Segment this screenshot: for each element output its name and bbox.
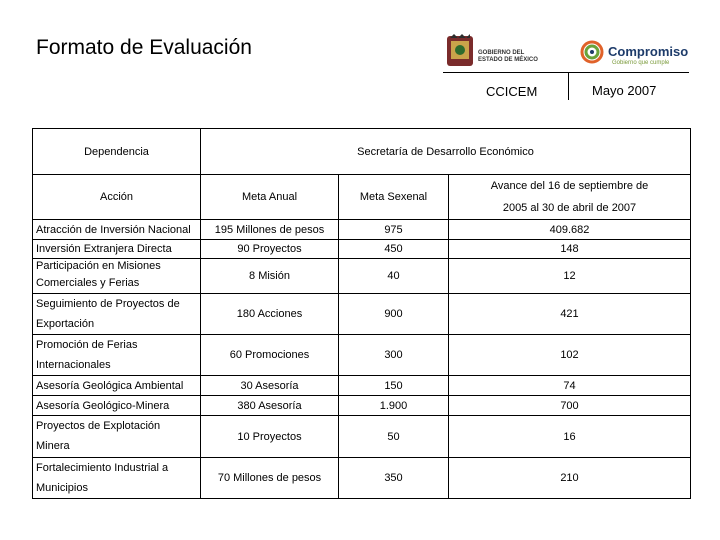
accion-cell: Atracción de Inversión Nacional [33,220,201,240]
accion-cell: Proyectos de Explotación Minera [33,416,201,458]
header-divider-vertical [568,72,569,100]
accion-cell: Promoción de Ferias Internacionales [33,335,201,376]
dependencia-value: Secretaría de Desarrollo Económico [201,129,691,175]
accion-cell: Participación en Misiones Comerciales y Ferias [33,259,201,294]
report-date: Mayo 2007 [592,83,657,98]
accion-cell: Fortalecimiento Industrial a Municipios [33,458,201,499]
accion-cell: Asesoría Geológica Ambiental [33,376,201,396]
meta-anual-cell: 60 Promociones [201,335,339,376]
meta-anual-cell: 30 Asesoría [201,376,339,396]
table-row [33,220,691,240]
dependencia-label: Dependencia [33,129,201,175]
table-row [33,259,691,294]
accion-cell: Asesoría Geológico-Minera [33,396,201,416]
avance-cell: 700 [449,396,691,416]
meta-sexenal-cell: 50 [339,416,449,458]
meta-anual-cell: 380 Asesoría [201,396,339,416]
meta-sexenal-cell: 350 [339,458,449,499]
avance-cell: 210 [449,458,691,499]
accion-cell: Inversión Extranjera Directa [33,240,201,259]
table-row [33,240,691,259]
meta-sexenal-cell: 1.900 [339,396,449,416]
meta-sexenal-cell: 900 [339,294,449,335]
avance-cell: 74 [449,376,691,396]
avance-cell: 102 [449,335,691,376]
col-meta-sexenal: Meta Sexenal [339,175,449,220]
meta-sexenal-cell: 450 [339,240,449,259]
meta-anual-cell: 8 Misión [201,259,339,294]
meta-anual-cell: 195 Millones de pesos [201,220,339,240]
meta-sexenal-cell: 40 [339,259,449,294]
table-row [33,458,691,499]
table-row [33,294,691,335]
dependencia-row [33,129,691,175]
table-row [33,335,691,376]
page-title: Formato de Evaluación [36,36,252,59]
accion-cell: Seguimiento de Proyectos de Exportación [33,294,201,335]
meta-sexenal-cell: 150 [339,376,449,396]
compromiso-logo-text: Compromiso [608,44,689,59]
meta-anual-cell: 70 Millones de pesos [201,458,339,499]
compromiso-slogan: Gobierno que cumple [612,60,670,66]
avance-cell: 148 [449,240,691,259]
header-divider [443,72,689,73]
avance-cell: 12 [449,259,691,294]
avance-cell: 421 [449,294,691,335]
table-row [33,416,691,458]
meta-sexenal-cell: 975 [339,220,449,240]
agency-label: CCICEM [486,84,538,99]
meta-anual-cell: 90 Proyectos [201,240,339,259]
col-avance: Avance del 16 de septiembre de 2005 al 30 de abril de 2007 [449,175,691,220]
col-accion: Acción [33,175,201,220]
table-row [33,376,691,396]
table-row [33,396,691,416]
gobierno-logo-text: GOBIERNO DEL ESTADO DE MÉXICO [478,50,538,63]
col-meta-anual: Meta Anual [201,175,339,220]
meta-anual-cell: 180 Acciones [201,294,339,335]
evaluation-table [32,128,691,499]
avance-cell: 16 [449,416,691,458]
meta-anual-cell: 10 Proyectos [201,416,339,458]
meta-sexenal-cell: 300 [339,335,449,376]
column-header-row [33,175,691,220]
avance-cell: 409.682 [449,220,691,240]
